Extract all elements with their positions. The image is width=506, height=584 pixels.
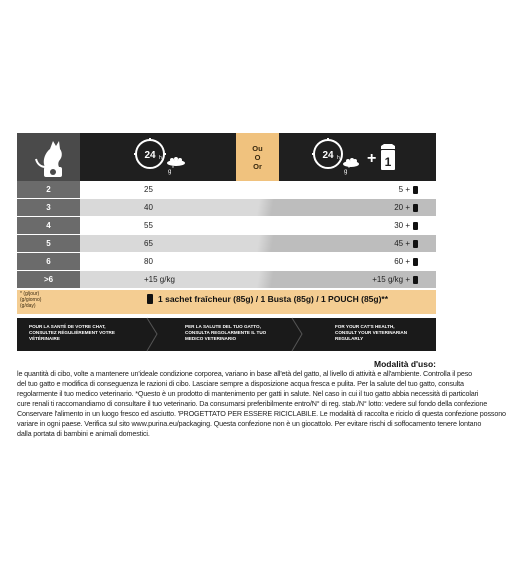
table-row: [17, 271, 436, 288]
weight-label: >6: [17, 271, 80, 288]
modalita-title: Modalità d'uso:: [374, 359, 436, 369]
pouch-icon: [413, 276, 418, 284]
dry-food-bowl-icon: [80, 133, 236, 181]
svg-text:*: *: [172, 166, 174, 172]
svg-text:g: g: [168, 169, 172, 175]
pouch-icon: [413, 222, 418, 230]
or-separator: [236, 133, 279, 181]
table-row: [17, 235, 436, 252]
svg-text:*: *: [348, 166, 350, 172]
svg-text:g: g: [344, 169, 348, 175]
mixed-value: 20 +: [394, 199, 418, 216]
mixed-value: 60 +: [394, 253, 418, 270]
pouch-icon: [413, 204, 418, 212]
food-only-value: 80: [144, 257, 153, 266]
or-en: Or: [253, 161, 262, 171]
advice-fr: POUR LA SANTÉ DE VOTRE CHAT, CONSULTEZ RÉGULIÈREMENT VOTRE VÉTÉRINAIRE: [29, 324, 115, 341]
svg-text:24: 24: [322, 150, 334, 161]
food-only-value: 40: [144, 203, 153, 212]
advice-en: FOR YOUR CAT'S HEALTH, CONSULT YOUR VETERINARIAN REGULARLY: [335, 324, 408, 341]
table-row: [17, 181, 436, 198]
food-only-value: 65: [144, 239, 153, 248]
pouch-icon: [413, 186, 418, 194]
mixed-value: 30 +: [394, 217, 418, 234]
pouch-icon: [413, 258, 418, 266]
weight-label: 5: [17, 235, 80, 252]
or-it: O: [254, 152, 261, 162]
food-only-value: 55: [144, 221, 153, 230]
pouch-icon: [147, 294, 153, 304]
svg-text:1: 1: [384, 155, 392, 169]
cat-header-cell: [17, 133, 80, 181]
mixed-value: +15 g/kg +: [372, 271, 418, 288]
weight-label: 4: [17, 217, 80, 234]
or-fr: Ou: [252, 143, 263, 153]
advice-it: PER LA SALUTE DEL TUO GATTO, CONSULTA REGOLARMENTE IL TUO MEDICO VETERINARIO: [185, 324, 267, 341]
table-row: [17, 199, 436, 216]
mixed-feeding-icon: [279, 133, 436, 181]
mixed-feeding-header: [279, 133, 436, 181]
svg-text:24: 24: [144, 150, 156, 161]
pouch-message: 1 sachet fraîcheur (85g) / 1 Busta (85g) / 1 POUCH (85g)**: [158, 294, 389, 304]
mixed-value: 5 +: [399, 181, 418, 198]
food-only-value: 25: [144, 185, 153, 194]
weight-label: 2: [17, 181, 80, 198]
weight-label: 3: [17, 199, 80, 216]
cat-on-scale-icon: [17, 133, 80, 181]
svg-text:h: h: [337, 155, 340, 161]
svg-text:h: h: [159, 155, 162, 161]
units-legend: * (g/jour) (g/giorno) (g/day): [20, 291, 42, 309]
usage-paragraph: le quantità di cibo, volte a mantenere un'ideale condizione corporea, variano in base all'età del gatto, al livello di attività e all'ambiente. Controlla il peso del tuo gatto e modifica di conseguenza le razioni di cibo. Lasciare sempre a disposizione acqua fresca e pulita. Per la salute del tuo gatto, consulta regolarmente il tuo medico veterinario. *Questo è un prodotto di mantenimento per gatti in salute. Nel caso in cui il tuo gatto abbia necessità di particolari cure renali ti raccomandiamo di consultare il tuo veterinario. Da consumarsi preferibilmente entro/N° di reg. stab./N° lotto: vedere sul fondo della confezione Conservare l'alimento in un luogo fresco ed asciutto. 'PROGETTATO PER ESSERE RICICLABILE. Le modalità di raccolta e riciclo di questa confezione possono variare in ogni paese. Verifica sul sito www.purina.eu/packaging. Questa confezione non è un giocattolo. Per evitare rischi di soffocamento tenere lontano dalla portata di bambini e animali domestici.: [17, 369, 506, 438]
pouch-icon: [413, 240, 418, 248]
pouch-equivalence-bar: [17, 290, 436, 314]
mixed-value: 45 +: [394, 235, 418, 252]
weight-label: 6: [17, 253, 80, 270]
svg-text:+: +: [367, 150, 377, 167]
food-only-value: +15 g/kg: [144, 275, 175, 284]
table-row: [17, 217, 436, 234]
table-row: [17, 253, 436, 270]
vet-advice-strip: [17, 318, 436, 351]
dry-food-only-header: [80, 133, 236, 181]
